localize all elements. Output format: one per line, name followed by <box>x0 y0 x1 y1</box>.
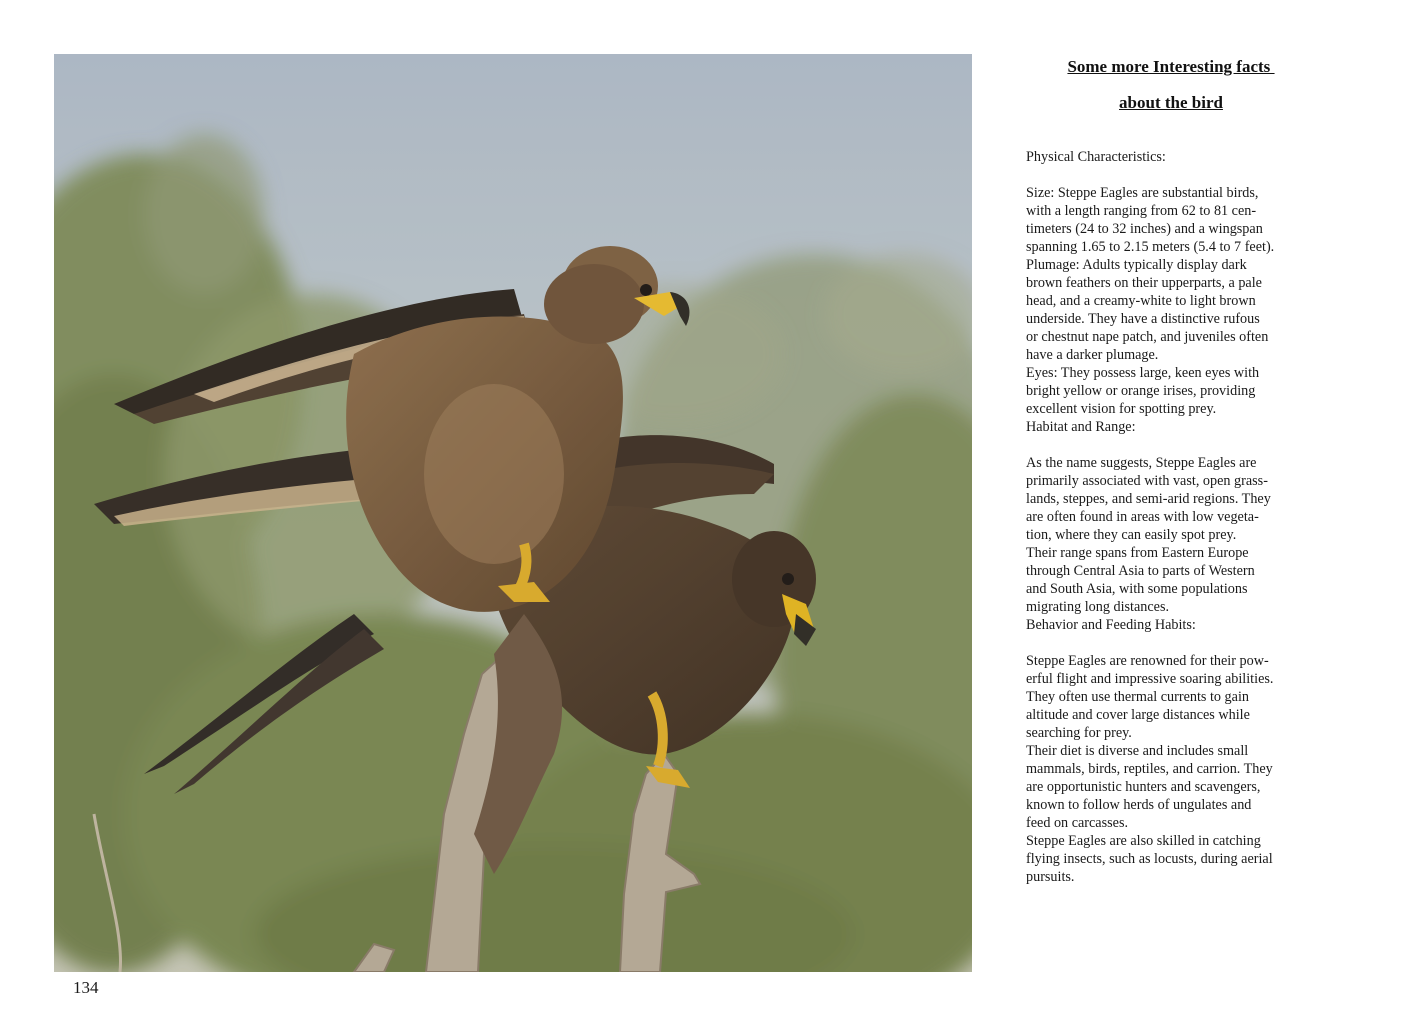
page-number: 134 <box>73 978 99 997</box>
text-line: erful flight and impressive soaring abilities. <box>1026 671 1274 687</box>
text-line: pursuits. <box>1026 869 1075 885</box>
paragraph-gap <box>1026 166 1316 184</box>
text-line: Their range spans from Eastern Europe <box>1026 545 1249 561</box>
text-line: searching for prey. <box>1026 725 1132 741</box>
eagle-photo <box>54 54 972 972</box>
heading-line-1: Some more Interesting facts <box>1067 57 1275 76</box>
paragraph-gap <box>1026 436 1316 454</box>
text-line: Size: Steppe Eagles are substantial birds, <box>1026 185 1259 201</box>
physical-paragraph <box>1026 184 1316 436</box>
text-line: Their diet is diverse and includes small <box>1026 743 1249 759</box>
text-line: feed on carcasses. <box>1026 815 1129 831</box>
habitat-paragraph <box>1026 454 1316 634</box>
text-line: have a darker plumage. <box>1026 347 1159 363</box>
text-line: brown feathers on their upperparts, a pale <box>1026 275 1262 291</box>
section-title-physical: Physical Characteristics: <box>1026 149 1166 165</box>
text-line: mammals, birds, reptiles, and carrion. They <box>1026 761 1273 777</box>
eagle-photo-illustration <box>54 54 972 972</box>
text-line: Steppe Eagles are also skilled in catching <box>1026 833 1261 849</box>
behavior-paragraph <box>1026 652 1316 886</box>
text-line: They often use thermal currents to gain <box>1026 689 1249 705</box>
facts-column <box>1026 54 1316 886</box>
text-line: primarily associated with vast, open grass- <box>1026 473 1268 489</box>
text-line: spanning 1.65 to 2.15 meters (5.4 to 7 feet). <box>1026 239 1275 255</box>
text-line: tion, where they can easily spot prey. <box>1026 527 1237 543</box>
text-line: altitude and cover large distances while <box>1026 707 1250 723</box>
text-line: through Central Asia to parts of Western <box>1026 563 1255 579</box>
text-line: Steppe Eagles are renowned for their pow- <box>1026 653 1269 669</box>
text-line: lands, steppes, and semi-arid regions. They <box>1026 491 1271 507</box>
heading-line-2: about the bird <box>1119 93 1223 112</box>
text-line: flying insects, such as locusts, during aerial <box>1026 851 1273 867</box>
text-line: are often found in areas with low vegeta- <box>1026 509 1259 525</box>
text-line: Eyes: They possess large, keen eyes with <box>1026 365 1260 381</box>
text-line: bright yellow or orange irises, providing <box>1026 383 1256 399</box>
text-line: or chestnut nape patch, and juveniles often <box>1026 329 1269 345</box>
text-line: timeters (24 to 32 inches) and a wingspan <box>1026 221 1263 237</box>
text-line: Habitat and Range: <box>1026 419 1136 435</box>
text-line: are opportunistic hunters and scavengers, <box>1026 779 1261 795</box>
text-line: underside. They have a distinctive rufous <box>1026 311 1260 327</box>
text-line: with a length ranging from 62 to 81 cen- <box>1026 203 1257 219</box>
text-line: head, and a creamy-white to light brown <box>1026 293 1256 309</box>
paragraph-gap <box>1026 634 1316 652</box>
text-line: excellent vision for spotting prey. <box>1026 401 1217 417</box>
text-line: Plumage: Adults typically display dark <box>1026 257 1247 273</box>
facts-body <box>1026 148 1316 886</box>
text-line: As the name suggests, Steppe Eagles are <box>1026 455 1257 471</box>
text-line: migrating long distances. <box>1026 599 1170 615</box>
text-line: and South Asia, with some populations <box>1026 581 1248 597</box>
text-line: known to follow herds of ungulates and <box>1026 797 1252 813</box>
text-line: Behavior and Feeding Habits: <box>1026 617 1196 633</box>
